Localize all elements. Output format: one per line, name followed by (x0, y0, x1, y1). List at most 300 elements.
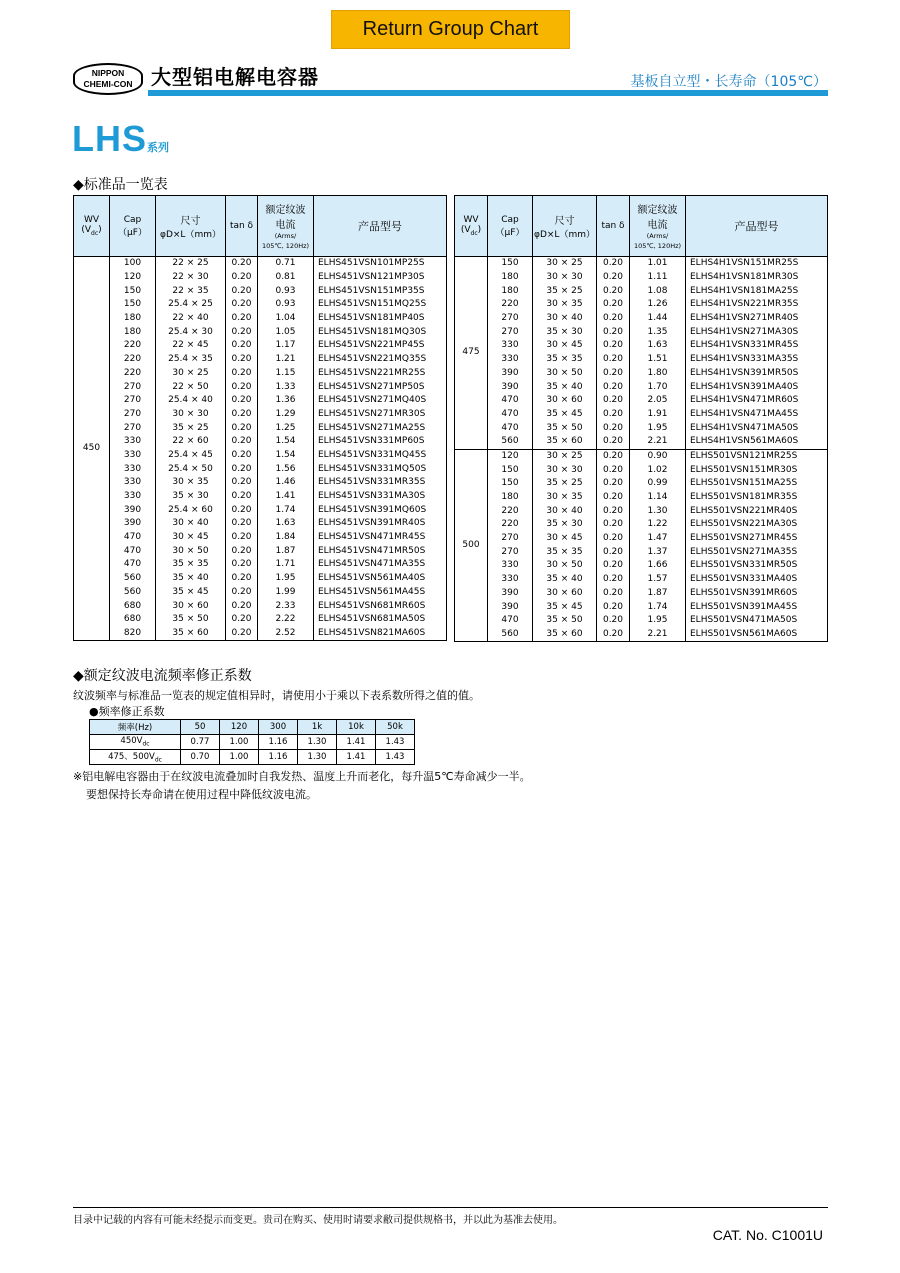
part-number-cell: ELHS451VSN331MP60S (314, 435, 447, 449)
note-line-2: 要想保持长寿命请在使用过程中降低纹波电流。 (86, 788, 317, 801)
ripple-cell: 1.02 (630, 463, 686, 477)
table-row (455, 325, 828, 339)
part-number-cell: ELHS451VSN471MR50S (314, 544, 447, 558)
size-cell: 30 × 30 (533, 271, 597, 285)
cap-cell: 220 (488, 504, 533, 518)
freq-row (90, 735, 415, 750)
part-number-cell: ELHS501VSN331MA40S (686, 573, 828, 587)
ripple-cell: 1.36 (258, 394, 314, 408)
left-spec-table (73, 195, 447, 641)
tan-cell: 0.20 (226, 257, 258, 271)
cap-cell: 150 (110, 298, 156, 312)
cap-cell: 150 (488, 257, 533, 271)
ripple-cell: 1.04 (258, 312, 314, 326)
cap-cell: 270 (488, 545, 533, 559)
part-number-cell: ELHS4H1VSN151MR25S (686, 257, 828, 271)
part-number-cell: ELHS4H1VSN471MA45S (686, 408, 828, 422)
tan-cell: 0.20 (597, 600, 630, 614)
size-cell: 35 × 50 (533, 421, 597, 435)
tan-header: tan δ (226, 196, 258, 257)
table-row (455, 559, 828, 573)
tan-cell: 0.20 (597, 477, 630, 491)
tan-cell: 0.20 (226, 339, 258, 353)
ripple-cell: 1.95 (630, 614, 686, 628)
size-cell: 30 × 60 (156, 599, 226, 613)
cap-cell: 330 (488, 339, 533, 353)
size-cell: 30 × 30 (533, 463, 597, 477)
tan-cell: 0.20 (597, 271, 630, 285)
cap-cell: 560 (488, 628, 533, 642)
ripple-cell: 1.26 (630, 298, 686, 312)
table-row (74, 503, 447, 517)
section-ripple-correction-title: ◆额定纹波电流频率修正系数 (73, 668, 252, 684)
freq-value-cell: 1.43 (376, 750, 415, 765)
tan-cell: 0.20 (226, 449, 258, 463)
size-cell: 35 × 35 (156, 558, 226, 572)
part-number-cell: ELHS501VSN271MR45S (686, 532, 828, 546)
freq-value-cell: 0.77 (181, 735, 220, 750)
freq-header-label: 频率(Hz) (90, 720, 181, 735)
size-cell: 30 × 45 (533, 339, 597, 353)
ripple-cell: 1.46 (258, 476, 314, 490)
table-row (455, 435, 828, 449)
tan-cell: 0.20 (597, 449, 630, 463)
cap-cell: 470 (110, 544, 156, 558)
part-number-cell: ELHS501VSN391MR60S (686, 587, 828, 601)
table-row (455, 339, 828, 353)
cap-cell: 680 (110, 613, 156, 627)
ripple-cell: 0.71 (258, 257, 314, 271)
tan-cell: 0.20 (597, 353, 630, 367)
freq-value-cell: 1.00 (220, 735, 259, 750)
part-number-cell: ELHS4H1VSN271MR40S (686, 312, 828, 326)
cap-cell: 180 (488, 491, 533, 505)
wv-cell: 475 (455, 257, 488, 450)
series-suffix: 系列 (147, 141, 169, 154)
wv-cell: 500 (455, 449, 488, 642)
cap-cell: 330 (110, 490, 156, 504)
cap-cell: 680 (110, 599, 156, 613)
size-cell: 22 × 30 (156, 271, 226, 285)
ripple-cell: 1.11 (630, 271, 686, 285)
tan-cell: 0.20 (597, 421, 630, 435)
cap-cell: 330 (110, 462, 156, 476)
table-row (455, 312, 828, 326)
cap-cell: 150 (110, 284, 156, 298)
freq-table-subtitle: ●频率修正系数 (89, 705, 165, 718)
tan-cell: 0.20 (226, 394, 258, 408)
freq-value-cell: 1.41 (337, 735, 376, 750)
ripple-cell: 1.29 (258, 408, 314, 422)
freq-value-cell: 1.30 (298, 750, 337, 765)
size-cell: 25.4 × 25 (156, 298, 226, 312)
table-row (74, 599, 447, 613)
table-row (74, 517, 447, 531)
freq-row-label-sub: dc (142, 740, 150, 748)
table-row (455, 394, 828, 408)
tan-cell: 0.20 (226, 627, 258, 641)
size-cell: 35 × 50 (533, 614, 597, 628)
part-number-cell: ELHS4H1VSN391MA40S (686, 380, 828, 394)
table-row (455, 491, 828, 505)
tan-cell: 0.20 (226, 325, 258, 339)
cap-cell: 470 (488, 394, 533, 408)
tan-cell: 0.20 (226, 312, 258, 326)
cap-cell: 330 (488, 559, 533, 573)
cap-cell: 390 (488, 600, 533, 614)
ripple-cell: 1.14 (630, 491, 686, 505)
size-cell: 35 × 45 (533, 408, 597, 422)
freq-value-cell: 1.16 (259, 735, 298, 750)
cap-cell: 390 (488, 367, 533, 381)
size-cell: 30 × 50 (533, 367, 597, 381)
freq-row-label-text: 450V (120, 736, 143, 747)
tan-cell: 0.20 (226, 367, 258, 381)
part-number-cell: ELHS451VSN821MA60S (314, 627, 447, 641)
cap-cell: 220 (488, 518, 533, 532)
ripple-cell: 1.63 (630, 339, 686, 353)
cap-cell: 220 (110, 367, 156, 381)
tan-cell: 0.20 (597, 504, 630, 518)
ripple-cell: 1.51 (630, 353, 686, 367)
freq-header-cell: 10k (337, 720, 376, 735)
ripple-cell: 1.80 (630, 367, 686, 381)
part-number-cell: ELHS501VSN151MA25S (686, 477, 828, 491)
cap-cell: 560 (488, 435, 533, 449)
cap-cell: 390 (110, 517, 156, 531)
tan-cell: 0.20 (226, 421, 258, 435)
ripple-cell: 1.47 (630, 532, 686, 546)
size-cell: 22 × 50 (156, 380, 226, 394)
part-number-cell: ELHS451VSN681MA50S (314, 613, 447, 627)
tan-cell: 0.20 (597, 587, 630, 601)
table-row (74, 325, 447, 339)
part-number-cell: ELHS501VSN221MR40S (686, 504, 828, 518)
size-cell: 22 × 45 (156, 339, 226, 353)
size-cell: 25.4 × 60 (156, 503, 226, 517)
size-cell: 35 × 60 (156, 627, 226, 641)
frequency-correction-table (89, 719, 415, 765)
freq-row-label (90, 735, 181, 750)
ripple-cell: 1.95 (258, 572, 314, 586)
cap-header: Cap （μF） (488, 196, 533, 257)
catalog-number: CAT. No. C1001U (712, 1227, 823, 1243)
part-number-cell: ELHS451VSN681MR60S (314, 599, 447, 613)
freq-header-cell: 50k (376, 720, 415, 735)
tan-cell: 0.20 (597, 491, 630, 505)
tan-cell: 0.20 (226, 544, 258, 558)
cap-cell: 330 (110, 476, 156, 490)
right-spec-table (454, 195, 828, 642)
tan-cell: 0.20 (597, 380, 630, 394)
table-row (74, 312, 447, 326)
header-divider (148, 90, 828, 96)
size-cell: 35 × 25 (533, 284, 597, 298)
ripple-cell: 1.71 (258, 558, 314, 572)
cap-cell: 150 (488, 463, 533, 477)
cap-header: Cap （μF） (110, 196, 156, 257)
cap-cell: 470 (488, 421, 533, 435)
cap-cell: 390 (110, 503, 156, 517)
part-number-cell: ELHS501VSN151MR30S (686, 463, 828, 477)
size-cell: 35 × 30 (156, 490, 226, 504)
ripple-cell: 1.37 (630, 545, 686, 559)
ripple-cell: 1.08 (630, 284, 686, 298)
cap-cell: 390 (488, 587, 533, 601)
freq-value-cell: 1.30 (298, 735, 337, 750)
ripple-cell: 2.22 (258, 613, 314, 627)
cap-cell: 560 (110, 572, 156, 586)
cap-cell: 270 (110, 394, 156, 408)
ripple-cell: 1.01 (630, 257, 686, 271)
part-number-cell: ELHS501VSN181MR35S (686, 491, 828, 505)
part-number-cell: ELHS4H1VSN181MA25S (686, 284, 828, 298)
tan-cell: 0.20 (226, 462, 258, 476)
size-cell: 30 × 25 (533, 449, 597, 463)
size-cell: 35 × 30 (533, 325, 597, 339)
table-row (74, 531, 447, 545)
tan-cell: 0.20 (226, 298, 258, 312)
size-cell: 35 × 45 (156, 586, 226, 600)
table-row (455, 628, 828, 642)
size-cell: 30 × 40 (533, 504, 597, 518)
part-number-cell: ELHS4H1VSN221MR35S (686, 298, 828, 312)
ripple-cell: 1.15 (258, 367, 314, 381)
tan-cell: 0.20 (597, 367, 630, 381)
cap-cell: 560 (110, 586, 156, 600)
tan-cell: 0.20 (597, 312, 630, 326)
size-cell: 35 × 35 (533, 545, 597, 559)
freq-value-cell: 1.00 (220, 750, 259, 765)
size-cell: 25.4 × 40 (156, 394, 226, 408)
part-number-cell: ELHS451VSN151MP35S (314, 284, 447, 298)
part-number-header: 产品型号 (686, 196, 828, 257)
table-row (74, 613, 447, 627)
freq-header-cell: 300 (259, 720, 298, 735)
table-row (74, 490, 447, 504)
return-group-chart-button[interactable]: Return Group Chart (331, 10, 570, 49)
size-cell: 35 × 25 (156, 421, 226, 435)
tan-cell: 0.20 (597, 284, 630, 298)
part-number-cell: ELHS451VSN331MA30S (314, 490, 447, 504)
table-row (74, 476, 447, 490)
tan-cell: 0.20 (597, 435, 630, 449)
logo-line1: NIPPON (91, 68, 125, 78)
series-name (72, 118, 169, 160)
size-cell: 30 × 45 (533, 532, 597, 546)
table-row (74, 380, 447, 394)
part-number-cell: ELHS4H1VSN181MR30S (686, 271, 828, 285)
size-cell: 22 × 35 (156, 284, 226, 298)
cap-cell: 220 (110, 353, 156, 367)
size-cell: 35 × 50 (156, 613, 226, 627)
wv-cell: 450 (74, 257, 110, 641)
tan-cell: 0.20 (226, 490, 258, 504)
ripple-cell: 1.41 (258, 490, 314, 504)
tan-cell: 0.20 (226, 558, 258, 572)
ripple-cell: 1.44 (630, 312, 686, 326)
table-row (455, 463, 828, 477)
tan-cell: 0.20 (226, 503, 258, 517)
size-cell: 35 × 25 (533, 477, 597, 491)
size-cell: 30 × 50 (533, 559, 597, 573)
part-number-cell: ELHS4H1VSN471MR60S (686, 394, 828, 408)
part-number-cell: ELHS451VSN181MQ30S (314, 325, 447, 339)
part-number-cell: ELHS451VSN331MR35S (314, 476, 447, 490)
ripple-cell: 1.99 (258, 586, 314, 600)
part-number-cell: ELHS4H1VSN471MA50S (686, 421, 828, 435)
part-number-cell: ELHS451VSN221MR25S (314, 367, 447, 381)
table-row (74, 298, 447, 312)
tan-cell: 0.20 (597, 463, 630, 477)
table-row (455, 600, 828, 614)
part-number-cell: ELHS4H1VSN331MR45S (686, 339, 828, 353)
ripple-cell: 1.87 (258, 544, 314, 558)
tan-cell: 0.20 (226, 572, 258, 586)
size-cell: 30 × 60 (533, 587, 597, 601)
size-header: 尺寸 φD×L（mm） (156, 196, 226, 257)
part-number-cell: ELHS451VSN271MQ40S (314, 394, 447, 408)
tan-cell: 0.20 (226, 353, 258, 367)
series-code: LHS (72, 118, 147, 159)
part-number-cell: ELHS501VSN391MA45S (686, 600, 828, 614)
tan-cell: 0.20 (597, 532, 630, 546)
table-row (455, 477, 828, 491)
tan-cell: 0.20 (597, 573, 630, 587)
freq-row (90, 750, 415, 765)
table-row (74, 421, 447, 435)
part-number-cell: ELHS4H1VSN391MR50S (686, 367, 828, 381)
size-cell: 30 × 35 (156, 476, 226, 490)
freq-value-cell: 1.41 (337, 750, 376, 765)
table-row (74, 284, 447, 298)
table-row (74, 394, 447, 408)
freq-header-cell: 1k (298, 720, 337, 735)
tan-cell: 0.20 (597, 408, 630, 422)
size-cell: 30 × 40 (533, 312, 597, 326)
note-line-1: ※铝电解电容器由于在纹波电流叠加时自我发热、温度上升而老化，每升温5℃寿命减少一半。 (73, 770, 531, 783)
cap-cell: 150 (488, 477, 533, 491)
nippon-chemi-con-logo (73, 63, 143, 95)
cap-cell: 180 (488, 271, 533, 285)
size-cell: 35 × 40 (533, 380, 597, 394)
cap-cell: 180 (488, 284, 533, 298)
logo-line2: CHEMI-CON (83, 79, 133, 89)
freq-value-cell: 1.43 (376, 735, 415, 750)
part-number-cell: ELHS451VSN121MP30S (314, 271, 447, 285)
tan-cell: 0.20 (226, 517, 258, 531)
cap-cell: 270 (110, 408, 156, 422)
part-number-cell: ELHS451VSN181MP40S (314, 312, 447, 326)
part-number-header: 产品型号 (314, 196, 447, 257)
ripple-cell: 1.17 (258, 339, 314, 353)
cap-cell: 470 (488, 408, 533, 422)
size-cell: 30 × 25 (156, 367, 226, 381)
freq-row-label (90, 750, 181, 765)
table-row (74, 627, 447, 641)
ripple-cell: 1.22 (630, 518, 686, 532)
table-row (455, 421, 828, 435)
freq-header-cell: 50 (181, 720, 220, 735)
table-row (74, 544, 447, 558)
table-row (455, 284, 828, 298)
tan-cell: 0.20 (226, 380, 258, 394)
tan-cell: 0.20 (226, 586, 258, 600)
part-number-cell: ELHS501VSN221MA30S (686, 518, 828, 532)
cap-cell: 270 (110, 380, 156, 394)
ripple-cell: 1.91 (630, 408, 686, 422)
tan-cell: 0.20 (226, 476, 258, 490)
size-cell: 22 × 25 (156, 257, 226, 271)
ripple-cell: 1.33 (258, 380, 314, 394)
part-number-cell: ELHS501VSN121MR25S (686, 449, 828, 463)
cap-cell: 220 (110, 339, 156, 353)
cap-cell: 820 (110, 627, 156, 641)
cap-cell: 330 (488, 573, 533, 587)
ripple-cell: 2.33 (258, 599, 314, 613)
ripple-cell: 1.66 (630, 559, 686, 573)
ripple-cell: 1.95 (630, 421, 686, 435)
cap-cell: 470 (110, 558, 156, 572)
ripple-cell: 0.90 (630, 449, 686, 463)
size-cell: 30 × 25 (533, 257, 597, 271)
table-row (74, 271, 447, 285)
part-number-cell: ELHS501VSN561MA60S (686, 628, 828, 642)
cap-cell: 330 (488, 353, 533, 367)
table-row (455, 573, 828, 587)
table-row (455, 380, 828, 394)
table-row (455, 532, 828, 546)
table-row (455, 545, 828, 559)
ripple-cell: 2.21 (630, 628, 686, 642)
wv-header: WV $(V_{dc})$ (455, 196, 488, 257)
ripple-cell: 1.54 (258, 449, 314, 463)
size-cell: 35 × 60 (533, 435, 597, 449)
ripple-cell: 1.63 (258, 517, 314, 531)
freq-header-cell: 120 (220, 720, 259, 735)
size-cell: 35 × 30 (533, 518, 597, 532)
table-row (74, 558, 447, 572)
page-title: 大型铝电解电容器 (151, 65, 319, 89)
freq-row-label-sub: dc (154, 756, 162, 764)
table-row (455, 587, 828, 601)
part-number-cell: ELHS451VSN561MA40S (314, 572, 447, 586)
table-row (74, 435, 447, 449)
part-number-cell: ELHS4H1VSN331MA35S (686, 353, 828, 367)
table-row (74, 367, 447, 381)
table-row (455, 271, 828, 285)
ripple-header: 额定纹波 电流 (Arms/ 105℃, 120Hz) (630, 196, 686, 257)
freq-value-cell: 1.16 (259, 750, 298, 765)
ripple-cell: 2.05 (630, 394, 686, 408)
part-number-cell: ELHS451VSN271MR30S (314, 408, 447, 422)
part-number-cell: ELHS451VSN561MA45S (314, 586, 447, 600)
ripple-cell: 1.05 (258, 325, 314, 339)
ripple-cell: 1.30 (630, 504, 686, 518)
tan-cell: 0.20 (226, 613, 258, 627)
tan-cell: 0.20 (226, 435, 258, 449)
footer-disclaimer: 目录中记载的内容有可能未经提示而变更。贵司在购买、使用时请要求敝司提供规格书，并以此为基准去使用。 (73, 1215, 563, 1226)
freq-row-label-text: 475、500V (108, 752, 155, 763)
table-row (74, 572, 447, 586)
tan-cell: 0.20 (226, 599, 258, 613)
table-row (455, 504, 828, 518)
tan-cell: 0.20 (597, 298, 630, 312)
size-cell: 30 × 40 (156, 517, 226, 531)
section-standard-list-title: ◆标准品一览表 (73, 177, 168, 193)
size-cell: 35 × 40 (156, 572, 226, 586)
page-subtitle: 基板自立型・长寿命（105℃） (630, 74, 827, 90)
